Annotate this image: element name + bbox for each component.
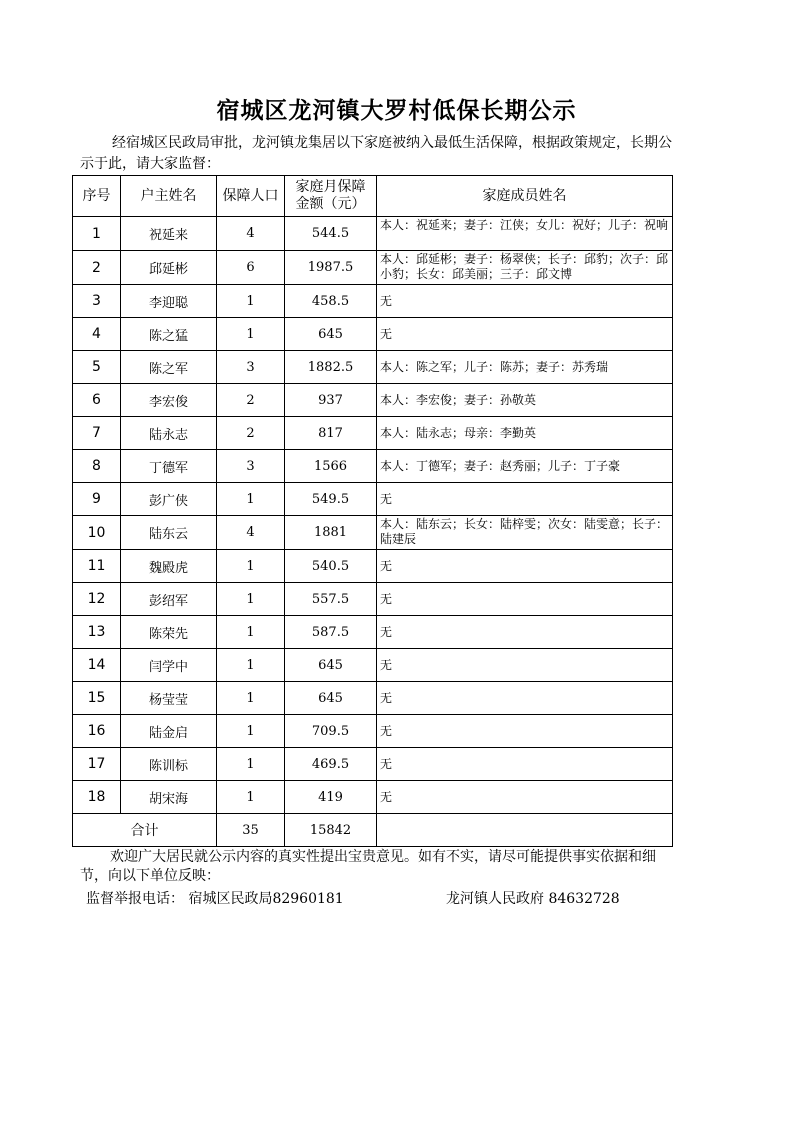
header-members: 家庭成员姓名 [377,176,673,217]
row-monthly-amount: 709.5 [285,715,377,748]
row-monthly-amount: 458.5 [285,285,377,318]
total-label: 合计 [73,814,217,847]
row-family-members: 无 [377,781,673,814]
feedback-paragraph: 欢迎广大居民就公示内容的真实性提出宝贵意见。如有不实，请尽可能提供事实依据和细节，向以下单位反映： [80,849,656,884]
row-monthly-amount: 549.5 [285,483,377,516]
table-row [73,285,673,318]
row-people-count: 3 [217,450,285,483]
row-family-members: 本人：陈之军；儿子：陈苏；妻子：苏秀瑞 [377,351,673,384]
table-row [73,251,673,285]
row-family-members: 无 [377,318,673,351]
row-householder-name: 丁德军 [121,450,217,483]
row-seq: 4 [73,318,121,351]
row-family-members: 无 [377,583,673,616]
row-people-count: 6 [217,251,285,285]
row-monthly-amount: 469.5 [285,748,377,781]
row-monthly-amount: 587.5 [285,616,377,649]
table-row [73,483,673,516]
row-family-members: 本人：丁德军；妻子：赵秀丽；儿子：丁子豪 [377,450,673,483]
row-people-count: 4 [217,217,285,251]
table-row [73,616,673,649]
row-householder-name: 祝延来 [121,217,217,251]
row-monthly-amount: 1987.5 [285,251,377,285]
row-seq: 17 [73,748,121,781]
row-householder-name: 邱延彬 [121,251,217,285]
row-people-count: 1 [217,550,285,583]
row-people-count: 1 [217,682,285,715]
row-family-members: 本人：陆东云；长女：陆梓雯；次女：陆雯意；长子：陆建辰 [377,516,673,550]
header-seq: 序号 [73,176,121,217]
table-row [73,748,673,781]
table-row [73,318,673,351]
row-family-members: 本人：邱延彬；妻子：杨翠侠；长子：邱豹；次子：邱小豹；长女：邱美丽；三子：邱文博 [377,251,673,285]
page-title: 宿城区龙河镇大罗村低保长期公示 [216,97,577,124]
row-family-members: 本人：陆永志；母亲：李勤英 [377,417,673,450]
total-members-empty [377,814,673,847]
hotline-town-government: 龙河镇人民政府 84632728 [446,891,620,907]
row-people-count: 2 [217,384,285,417]
row-monthly-amount: 645 [285,649,377,682]
table-row [73,384,673,417]
total-row [73,814,673,847]
row-family-members: 无 [377,715,673,748]
row-seq: 11 [73,550,121,583]
total-people: 35 [217,814,285,847]
table-row [73,450,673,483]
row-householder-name: 陆东云 [121,516,217,550]
row-people-count: 1 [217,781,285,814]
row-seq: 16 [73,715,121,748]
table-row [73,217,673,251]
row-seq: 12 [73,583,121,616]
subsidy-table [72,175,673,847]
row-householder-name: 陆金启 [121,715,217,748]
row-monthly-amount: 1882.5 [285,351,377,384]
row-people-count: 1 [217,318,285,351]
row-family-members: 无 [377,649,673,682]
table-row [73,550,673,583]
row-family-members: 无 [377,285,673,318]
table-row [73,351,673,384]
row-householder-name: 陈训标 [121,748,217,781]
row-family-members: 无 [377,682,673,715]
row-householder-name: 彭绍军 [121,583,217,616]
row-householder-name: 魏殿虎 [121,550,217,583]
row-seq: 18 [73,781,121,814]
row-people-count: 1 [217,715,285,748]
header-people: 保障人口 [217,176,285,217]
total-amount: 15842 [285,814,377,847]
row-family-members: 无 [377,616,673,649]
table-row [73,715,673,748]
row-householder-name: 陈荣先 [121,616,217,649]
row-people-count: 1 [217,748,285,781]
header-amount-line2: 金额（元） [295,196,366,212]
row-householder-name: 杨莹莹 [121,682,217,715]
row-seq: 2 [73,251,121,285]
row-monthly-amount: 1881 [285,516,377,550]
row-seq: 8 [73,450,121,483]
row-seq: 9 [73,483,121,516]
row-monthly-amount: 544.5 [285,217,377,251]
table-row [73,516,673,550]
table-row [73,417,673,450]
row-householder-name: 李迎聪 [121,285,217,318]
row-people-count: 2 [217,417,285,450]
row-seq: 6 [73,384,121,417]
row-householder-name: 陈之军 [121,351,217,384]
intro-paragraph: 经宿城区民政局审批，龙河镇龙集居以下家庭被纳入最低生活保障，根据政策规定，长期公示于此，请大家监督： [80,135,672,172]
row-family-members: 无 [377,748,673,781]
header-name: 户主姓名 [121,176,217,217]
row-seq: 10 [73,516,121,550]
row-monthly-amount: 817 [285,417,377,450]
row-family-members: 无 [377,550,673,583]
row-people-count: 1 [217,649,285,682]
row-seq: 1 [73,217,121,251]
row-seq: 3 [73,285,121,318]
row-monthly-amount: 540.5 [285,550,377,583]
row-monthly-amount: 419 [285,781,377,814]
row-seq: 7 [73,417,121,450]
header-amount-line1: 家庭月保障 [295,179,366,195]
row-householder-name: 彭广侠 [121,483,217,516]
row-monthly-amount: 1566 [285,450,377,483]
hotline-line [86,888,686,908]
row-householder-name: 胡宋海 [121,781,217,814]
row-monthly-amount: 937 [285,384,377,417]
row-householder-name: 陆永志 [121,417,217,450]
row-monthly-amount: 557.5 [285,583,377,616]
table-row [73,583,673,616]
row-seq: 15 [73,682,121,715]
row-people-count: 1 [217,616,285,649]
row-people-count: 4 [217,516,285,550]
row-seq: 14 [73,649,121,682]
table-row [73,682,673,715]
row-householder-name: 闫学中 [121,649,217,682]
row-people-count: 3 [217,351,285,384]
row-family-members: 无 [377,483,673,516]
row-monthly-amount: 645 [285,682,377,715]
row-people-count: 1 [217,483,285,516]
row-people-count: 1 [217,285,285,318]
row-people-count: 1 [217,583,285,616]
hotline-civil-affairs: 监督举报电话： 宿城区民政局82960181 [86,891,344,907]
row-householder-name: 陈之猛 [121,318,217,351]
row-family-members: 本人：李宏俊；妻子：孙敬英 [377,384,673,417]
row-seq: 13 [73,616,121,649]
row-monthly-amount: 645 [285,318,377,351]
table-row [73,781,673,814]
row-householder-name: 李宏俊 [121,384,217,417]
table-header-row [73,176,673,217]
row-family-members: 本人：祝延来；妻子：江侠；女儿：祝好；儿子：祝响 [377,217,673,251]
row-seq: 5 [73,351,121,384]
table-row [73,649,673,682]
header-amount [285,176,377,217]
